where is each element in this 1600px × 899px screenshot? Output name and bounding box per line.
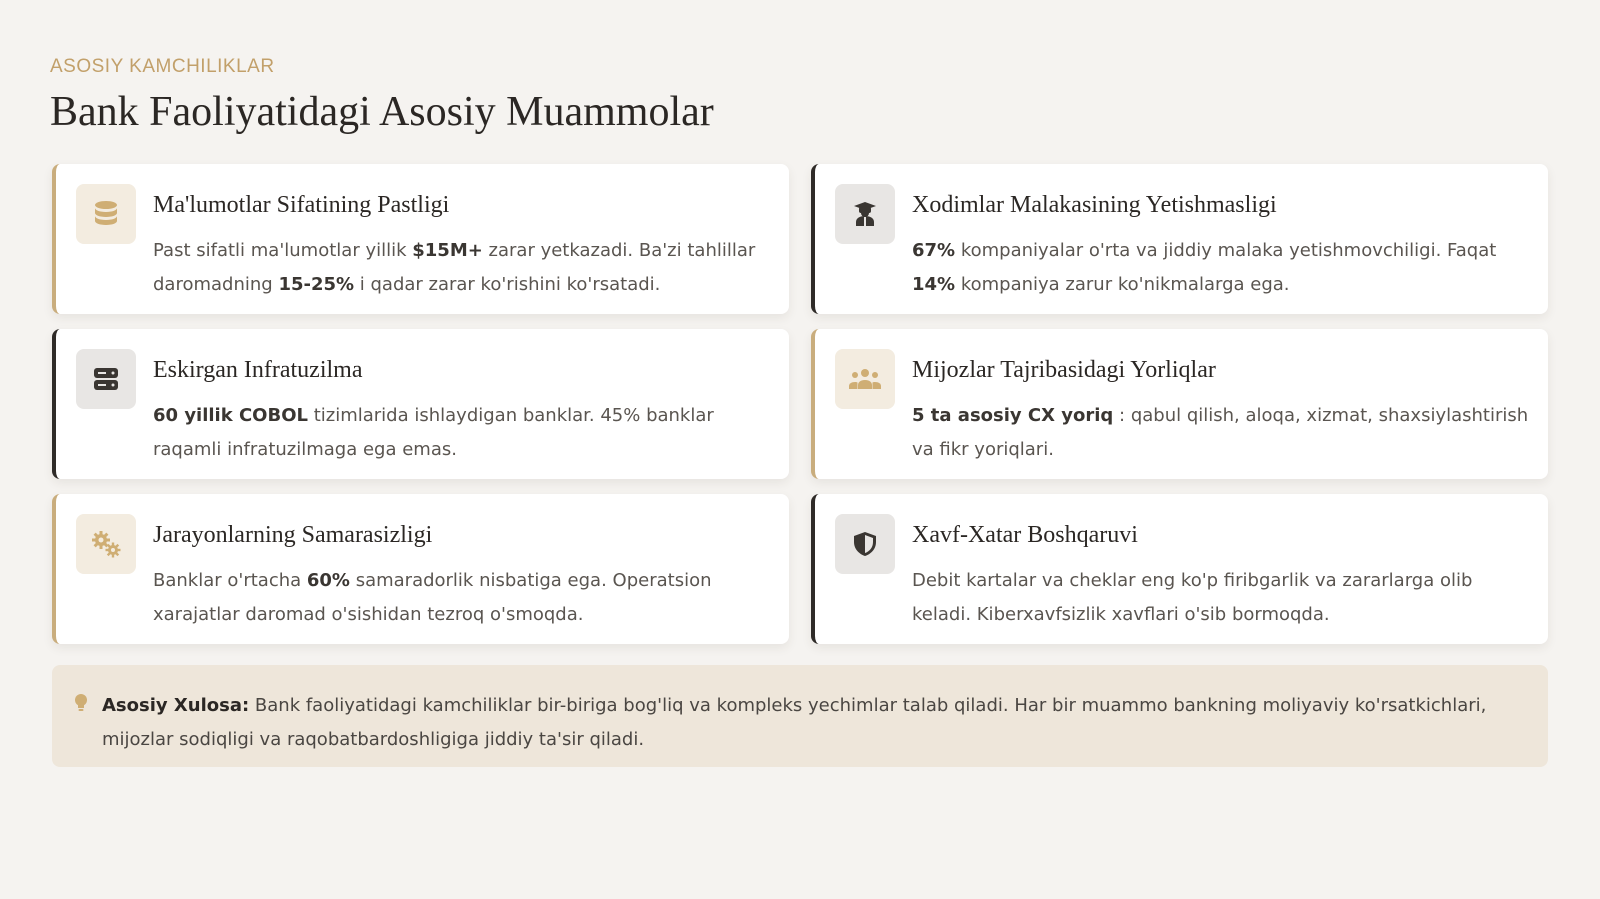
card-icon-box: [835, 514, 895, 574]
card-customer-experience: [811, 329, 1548, 479]
eyebrow-label: ASOSIY KAMCHILIKLAR: [50, 56, 275, 77]
card-icon-box: [76, 514, 136, 574]
card-process-inefficiency: [52, 494, 789, 644]
problems-grid: [52, 164, 1548, 644]
card-description: 5 ta asosiy CX yoriq : qabul qilish, aloqa, xizmat, shaxsiylashtirish va fikr yoriqlari.: [912, 405, 1529, 460]
card-data-quality: [52, 164, 789, 314]
lightbulb-icon: [74, 693, 88, 713]
card-description: 60 yillik COBOL tizimlarida ishlaydigan banklar. 45% banklar raqamli infratuzilmaga ega emas.: [153, 405, 714, 460]
card-title: Eskirgan Infratuzilma: [153, 357, 363, 383]
card-description: 67% kompaniyalar o'rta va jiddiy malaka yetishmovchiligi. Faqat 14% kompaniya zarur ko'nikmalarga ega.: [912, 240, 1497, 295]
card-title: Jarayonlarning Samarasizligi: [153, 522, 433, 548]
card-infrastructure: [52, 329, 789, 479]
card-staff-skills: [811, 164, 1548, 314]
card-description: Banklar o'rtacha 60% samaradorlik nisbatiga ega. Operatsion xarajatlar daromad o'sishidan tezroq o'smoqda.: [153, 570, 712, 625]
people-group-icon: [849, 368, 881, 390]
card-description: Past sifatli ma'lumotlar yillik $15M+ zarar yetkazadi. Ba'zi tahlillar daromadning 15-25% i qadar zarar ko'rishini ko'rsatadi.: [153, 240, 756, 295]
card-icon-box: [835, 349, 895, 409]
card-title: Xodimlar Malakasining Yetishmasligi: [912, 192, 1277, 218]
page-title: Bank Faoliyatidagi Asosiy Muammolar: [50, 89, 714, 135]
shield-icon: [853, 531, 877, 557]
card-title: Xavf-Xatar Boshqaruvi: [912, 522, 1138, 548]
summary-text: Asosiy Xulosa: Bank faoliyatidagi kamchiliklar bir-biriga bog'liq va kompleks yechimlar talab qiladi. Har bir muammo bankning moliyaviy ko'rsatkichlari, mijozlar sodiqligi va raqobatbardoshligiga jiddiy ta'sir qiladi.: [102, 695, 1487, 750]
card-description: Debit kartalar va cheklar eng ko'p firibgarlik va zararlarga olib keladi. Kiberxavfsizlik xavflari o'sib bormoqda.: [912, 570, 1473, 625]
card-icon-box: [76, 184, 136, 244]
graduate-user-icon: [853, 201, 877, 227]
card-title: Ma'lumotlar Sifatining Pastligi: [153, 192, 450, 218]
card-risk-management: [811, 494, 1548, 644]
card-icon-box: [835, 184, 895, 244]
server-icon: [93, 367, 119, 391]
gears-icon: [91, 530, 121, 558]
card-title: Mijozlar Tajribasidagi Yorliqlar: [912, 357, 1216, 383]
card-icon-box: [76, 349, 136, 409]
database-icon: [93, 200, 119, 228]
summary-box: [52, 665, 1548, 767]
